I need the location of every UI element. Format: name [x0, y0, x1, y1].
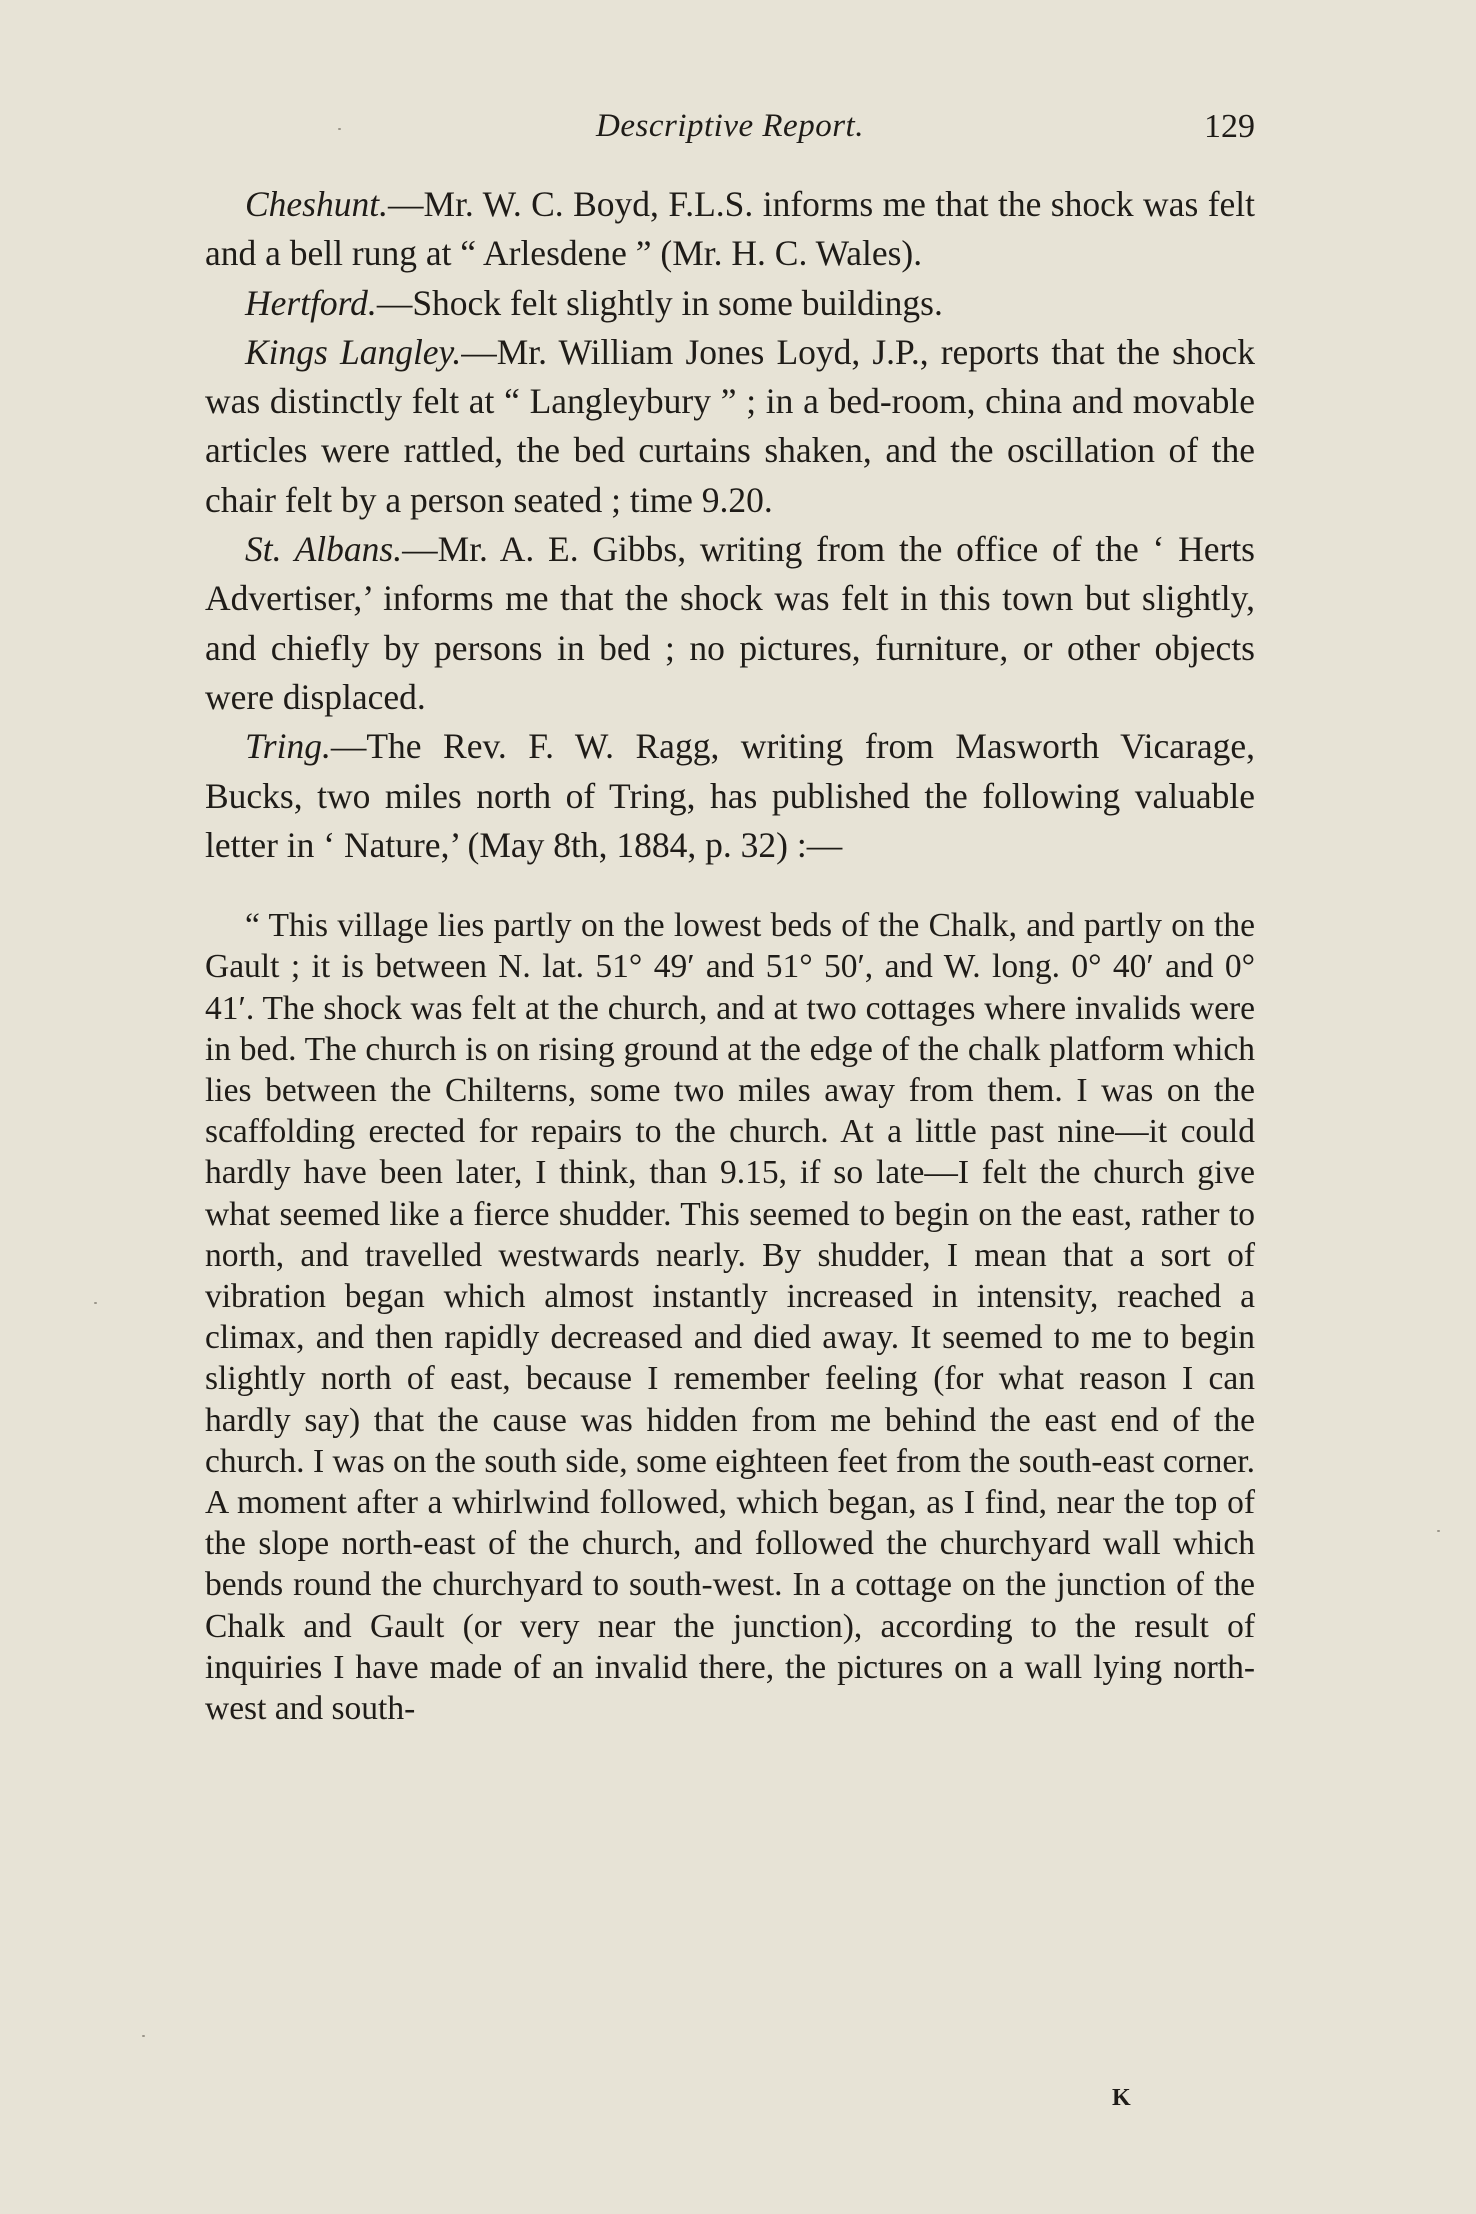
place-name: Cheshunt. [245, 184, 388, 224]
body-text [205, 180, 1255, 1729]
place-name: Hertford. [245, 282, 377, 323]
paragraph-text: —The Rev. F. W. Ragg, writing from Masworth Vicarage, Bucks, two miles north of Tring, has published the following valuable letter in ‘ Nature,’ (May 8th, 1884, p. 32) :— [205, 726, 1255, 865]
paper-speck [1437, 1530, 1440, 1532]
place-name: Tring. [245, 726, 331, 767]
quoted-letter [205, 905, 1255, 1729]
paragraph-cheshunt [205, 180, 1255, 279]
paper-speck [338, 128, 341, 130]
paragraph-tring [205, 722, 1255, 870]
page-number: 129 [1204, 108, 1255, 145]
paper-speck [142, 2035, 145, 2037]
paragraph-st-albans [205, 525, 1255, 722]
paper-speck [94, 1302, 97, 1304]
place-name: Kings Langley. [245, 331, 462, 372]
paragraph-kings-langley [205, 328, 1255, 525]
paragraph-text: —Shock felt slightly in some buildings. [376, 282, 943, 323]
running-title: Descriptive Report. [596, 108, 864, 144]
paragraph-text: —Mr. A. E. Gibbs, writing from the office of the ‘ Herts Advertiser,’ informs me that the shock was felt in this town but slightly, and chiefly by persons in bed ; no pictures, furniture, or other objects were displaced. [205, 529, 1255, 717]
paragraph-text: —Mr. W. C. Boyd, F.L.S. informs me that the shock was felt and a bell rung at “ Arlesdene ” (Mr. H. C. Wales). [205, 184, 1255, 274]
quote-paragraph: “ This village lies partly on the lowest beds of the Chalk, and partly on the Gault ; it is between N. lat. 51° 49′ and 51° 50′, and W. long. 0° 40′ and 0° 41′. The shock was felt at the church, and at two cottages where invalids were in bed. The church is on rising ground at the edge of the chalk platform which lies between the Chilterns, some two miles away from them. I was on the scaffolding erected for repairs to the church. At a little past nine—it could hardly have been later, I think, than 9.15, if so late—I felt the church give what seemed like a fierce shudder. This seemed to begin on the east, rather to north, and travelled westwards nearly. By shudder, I mean that a sort of vibration began which almost instantly increased in intensity, reached a climax, and then rapidly decreased and died away. It seemed to me to begin slightly north of east, because I remember feeling (for what reason I can hardly say) that the cause was hidden from me behind the east end of the church. I was on the south side, some eighteen feet from the south-east corner. A moment after a whirlwind followed, which began, as I find, near the top of the slope north-east of the church, and followed the churchyard wall which bends round the churchyard to south-west. In a cottage on the junction of the Chalk and Gault (or very near the junction), according to the result of inquiries I have made of an invalid there, the pictures on a wall lying north-west and south- [205, 907, 1255, 1728]
place-name: St. Albans. [245, 529, 403, 570]
paragraph-text: —Mr. William Jones Loyd, J.P., reports that the shock was distinctly felt at “ Langleybury ” ; in a bed-room, china and movable articles were rattled, the bed curtains shaken, and the oscillation of the chair felt by a person seated ; time 9.20. [205, 331, 1255, 520]
paragraph-hertford [205, 279, 1255, 328]
running-header [205, 108, 1255, 158]
signature-mark: K [1112, 2085, 1131, 2111]
